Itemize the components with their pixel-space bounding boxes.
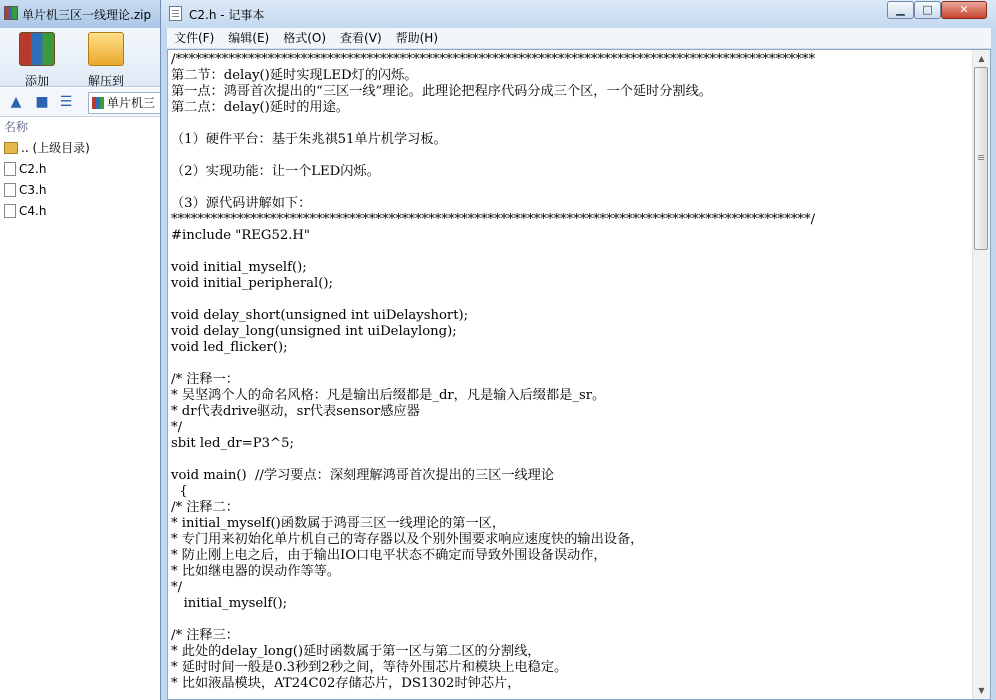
notepad-title-bar[interactable] xyxy=(161,0,996,28)
archive-app-icon xyxy=(4,6,18,20)
add-button[interactable] xyxy=(11,30,63,88)
scrollbar-thumb[interactable] xyxy=(974,67,988,250)
notepad-window xyxy=(160,0,996,700)
list-item-label: C3.h xyxy=(19,183,47,197)
list-item-label: C2.h xyxy=(19,162,47,176)
notepad-icon xyxy=(169,6,182,21)
file-icon xyxy=(4,204,16,218)
list-item-label: C4.h xyxy=(19,204,47,218)
archive-title-bar[interactable] xyxy=(0,0,170,29)
minimize-button[interactable]: ▁ xyxy=(887,1,914,19)
menu-edit[interactable]: 编辑(E) xyxy=(228,31,270,45)
menu-format[interactable]: 格式(O) xyxy=(283,31,327,45)
archive-file-list xyxy=(0,138,170,222)
menu-view[interactable]: 查看(V) xyxy=(340,31,382,45)
file-icon xyxy=(4,183,16,197)
list-item-label: .. (上级目录) xyxy=(21,141,90,155)
list-view-icon[interactable]: ☰ xyxy=(59,94,73,110)
up-arrow-icon[interactable]: ▲ xyxy=(10,94,22,110)
editor-content[interactable]: /************************************************************************************************* 第二节：delay()延时实现LED灯的闪烁。 第一点：鸿哥首次提出的“三区一线”理论。此理论把程序代码分成三个区，一个延时分割线。 第二点：delay()延时的用途。 （1）硬件平台：基于朱兆祺51单片机学习板。 （2）实现功能：让一个LED闪烁。 （3）源代码讲解如下： *************************************************************************************************/ #include "REG52.H" void initial_myself(); void initial_peripheral(); void delay_short(unsigned int uiDelayshort); void delay_long(unsigned int uiDelaylong); void led_flicker(); /* 注释一： * 吴坚鸿个人的命名风格：凡是输出后缀都是_dr，凡是输入后缀都是_sr。 * dr代表drive驱动，sr代表sensor感应器 */ sbit led_dr=P3^5; void main() //学习要点：深刻理解鸿哥首次提出的三区一线理论 { /* 注释二： * initial_myself()函数属于鸿哥三区一线理论的第一区， * 专门用来初始化单片机自己的寄存器以及个别外围要求响应速度快的输出设备， * 防止刚上电之后，由于输出IO口电平状态不确定而导致外围设备误动作， * 比如继电器的误动作等等。 */ initial_myself(); /* 注释三： * 此处的delay_long()延时函数属于第一区与第二区的分割线， * 延时时间一般是0.3秒到2秒之间，等待外围芯片和模块上电稳定。 * 比如液晶模块，AT24C02存储芯片，DS1302时钟芯片， xyxy=(171,52,816,691)
menu-help[interactable]: 帮助(H) xyxy=(395,31,439,45)
add-archive-icon xyxy=(19,32,55,66)
list-item[interactable] xyxy=(0,138,170,159)
archive-path-text: 单片机三 xyxy=(107,96,156,110)
scroll-up-icon[interactable]: ▲ xyxy=(978,54,985,63)
maximize-button[interactable]: □ xyxy=(914,1,941,19)
archive-window xyxy=(0,0,170,700)
text-editor[interactable] xyxy=(167,49,991,700)
vertical-scrollbar[interactable] xyxy=(972,50,990,699)
add-button-label: 添加 xyxy=(24,74,49,88)
list-item[interactable] xyxy=(0,201,170,222)
menu-bar xyxy=(167,28,991,49)
archive-address-bar xyxy=(0,88,170,117)
scroll-down-icon[interactable]: ▼ xyxy=(978,686,985,695)
window-title: C2.h - 记事本 xyxy=(189,8,265,22)
file-icon xyxy=(4,162,16,176)
extract-button-label: 解压到 xyxy=(87,74,124,88)
list-item[interactable] xyxy=(0,159,170,180)
zip-icon xyxy=(92,97,104,109)
list-item[interactable] xyxy=(0,180,170,201)
column-header-name[interactable]: 名称 xyxy=(4,120,29,134)
extract-icon xyxy=(88,32,124,66)
archive-title: 单片机三区一线理论.zip xyxy=(22,8,152,22)
folder-icon xyxy=(4,142,18,154)
close-button[interactable]: ✕ xyxy=(941,1,987,19)
archive-toolbar xyxy=(0,28,170,87)
view-icon[interactable]: ■ xyxy=(35,94,49,110)
extract-button[interactable] xyxy=(80,30,132,88)
menu-file[interactable]: 文件(F) xyxy=(174,31,215,45)
